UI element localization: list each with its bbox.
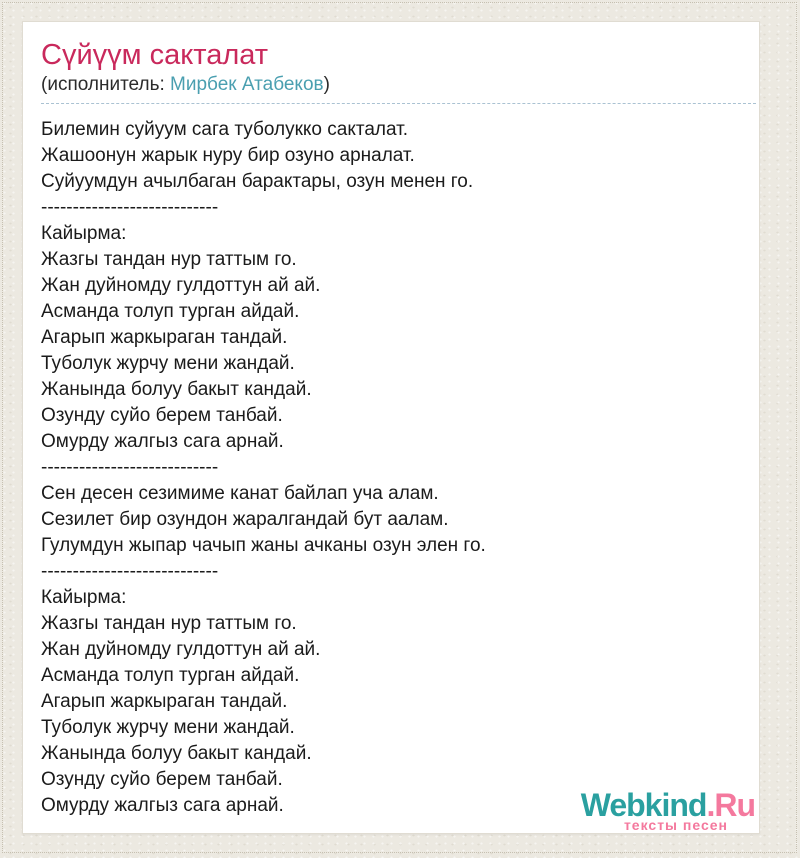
lyric-line: Кайырма:	[41, 587, 127, 608]
lyrics-block	[41, 117, 741, 819]
lyric-line: Омурду жалгыз сага арнай.	[41, 431, 284, 452]
lyric-line: Озунду суйо берем танбай.	[41, 769, 283, 790]
lyric-line: Озунду суйо берем танбай.	[41, 405, 283, 426]
lyric-line: Жанында болуу бакыт кандай.	[41, 379, 312, 400]
webkind-logo[interactable]	[581, 789, 755, 832]
lyric-line: Жазгы тандан нур таттым го.	[41, 613, 297, 634]
lyric-line: Асманда толуп турган айдай.	[41, 301, 300, 322]
lyric-line: Жашоонун жарык нуру бир озуно арналат.	[41, 145, 415, 166]
lyric-line: Жанында болуу бакыт кандай.	[41, 743, 312, 764]
content-card	[22, 21, 760, 834]
lyric-line: Асманда толуп турган айдай.	[41, 665, 300, 686]
lyric-line: Жан дуйномду гулдоттун ай ай.	[41, 639, 321, 660]
lyric-line: Кайырма:	[41, 223, 127, 244]
card-inner	[23, 22, 759, 819]
lyric-line: Туболук журчу мени жандай.	[41, 353, 295, 374]
lyric-line: Агарып жаркыраган тандай.	[41, 691, 288, 712]
logo-tagline: тексты песен	[623, 817, 728, 833]
lyric-line: Суйуумдун ачылбаган барактары, озун менен го.	[41, 171, 474, 192]
lyric-line: ----------------------------	[41, 457, 219, 478]
lyric-line: Гулумдун жыпар чачып жаны ачканы озун элен го.	[41, 535, 486, 556]
lyric-line: Агарып жаркыраган тандай.	[41, 327, 288, 348]
page-title: Сүйүүм сакталат	[41, 39, 269, 71]
logo-main-text: Webkind	[580, 787, 707, 823]
lyric-line: Билемин суйуум сага туболукко сакталат.	[41, 119, 409, 140]
logo-suffix-text: .Ru	[706, 787, 755, 823]
artist-prefix-label: (исполнитель:	[41, 74, 171, 95]
header-separator	[41, 103, 756, 104]
lyric-line: Жазгы тандан нур таттым го.	[41, 249, 297, 270]
lyric-line: ----------------------------	[41, 197, 219, 218]
lyric-line: ----------------------------	[41, 561, 219, 582]
artist-link[interactable]: Мирбек Атабеков	[170, 74, 324, 95]
lyric-line: Сен десен сезимиме канат байлап уча алам.	[41, 483, 439, 504]
artist-line	[41, 74, 741, 96]
lyric-line: Жан дуйномду гулдоттун ай ай.	[41, 275, 321, 296]
lyric-line: Туболук журчу мени жандай.	[41, 717, 295, 738]
artist-suffix-label: )	[323, 74, 330, 95]
lyric-line: Сезилет бир озундон жаралгандай бут аалам.	[41, 509, 449, 530]
lyric-line: Омурду жалгыз сага арнай.	[41, 795, 284, 816]
